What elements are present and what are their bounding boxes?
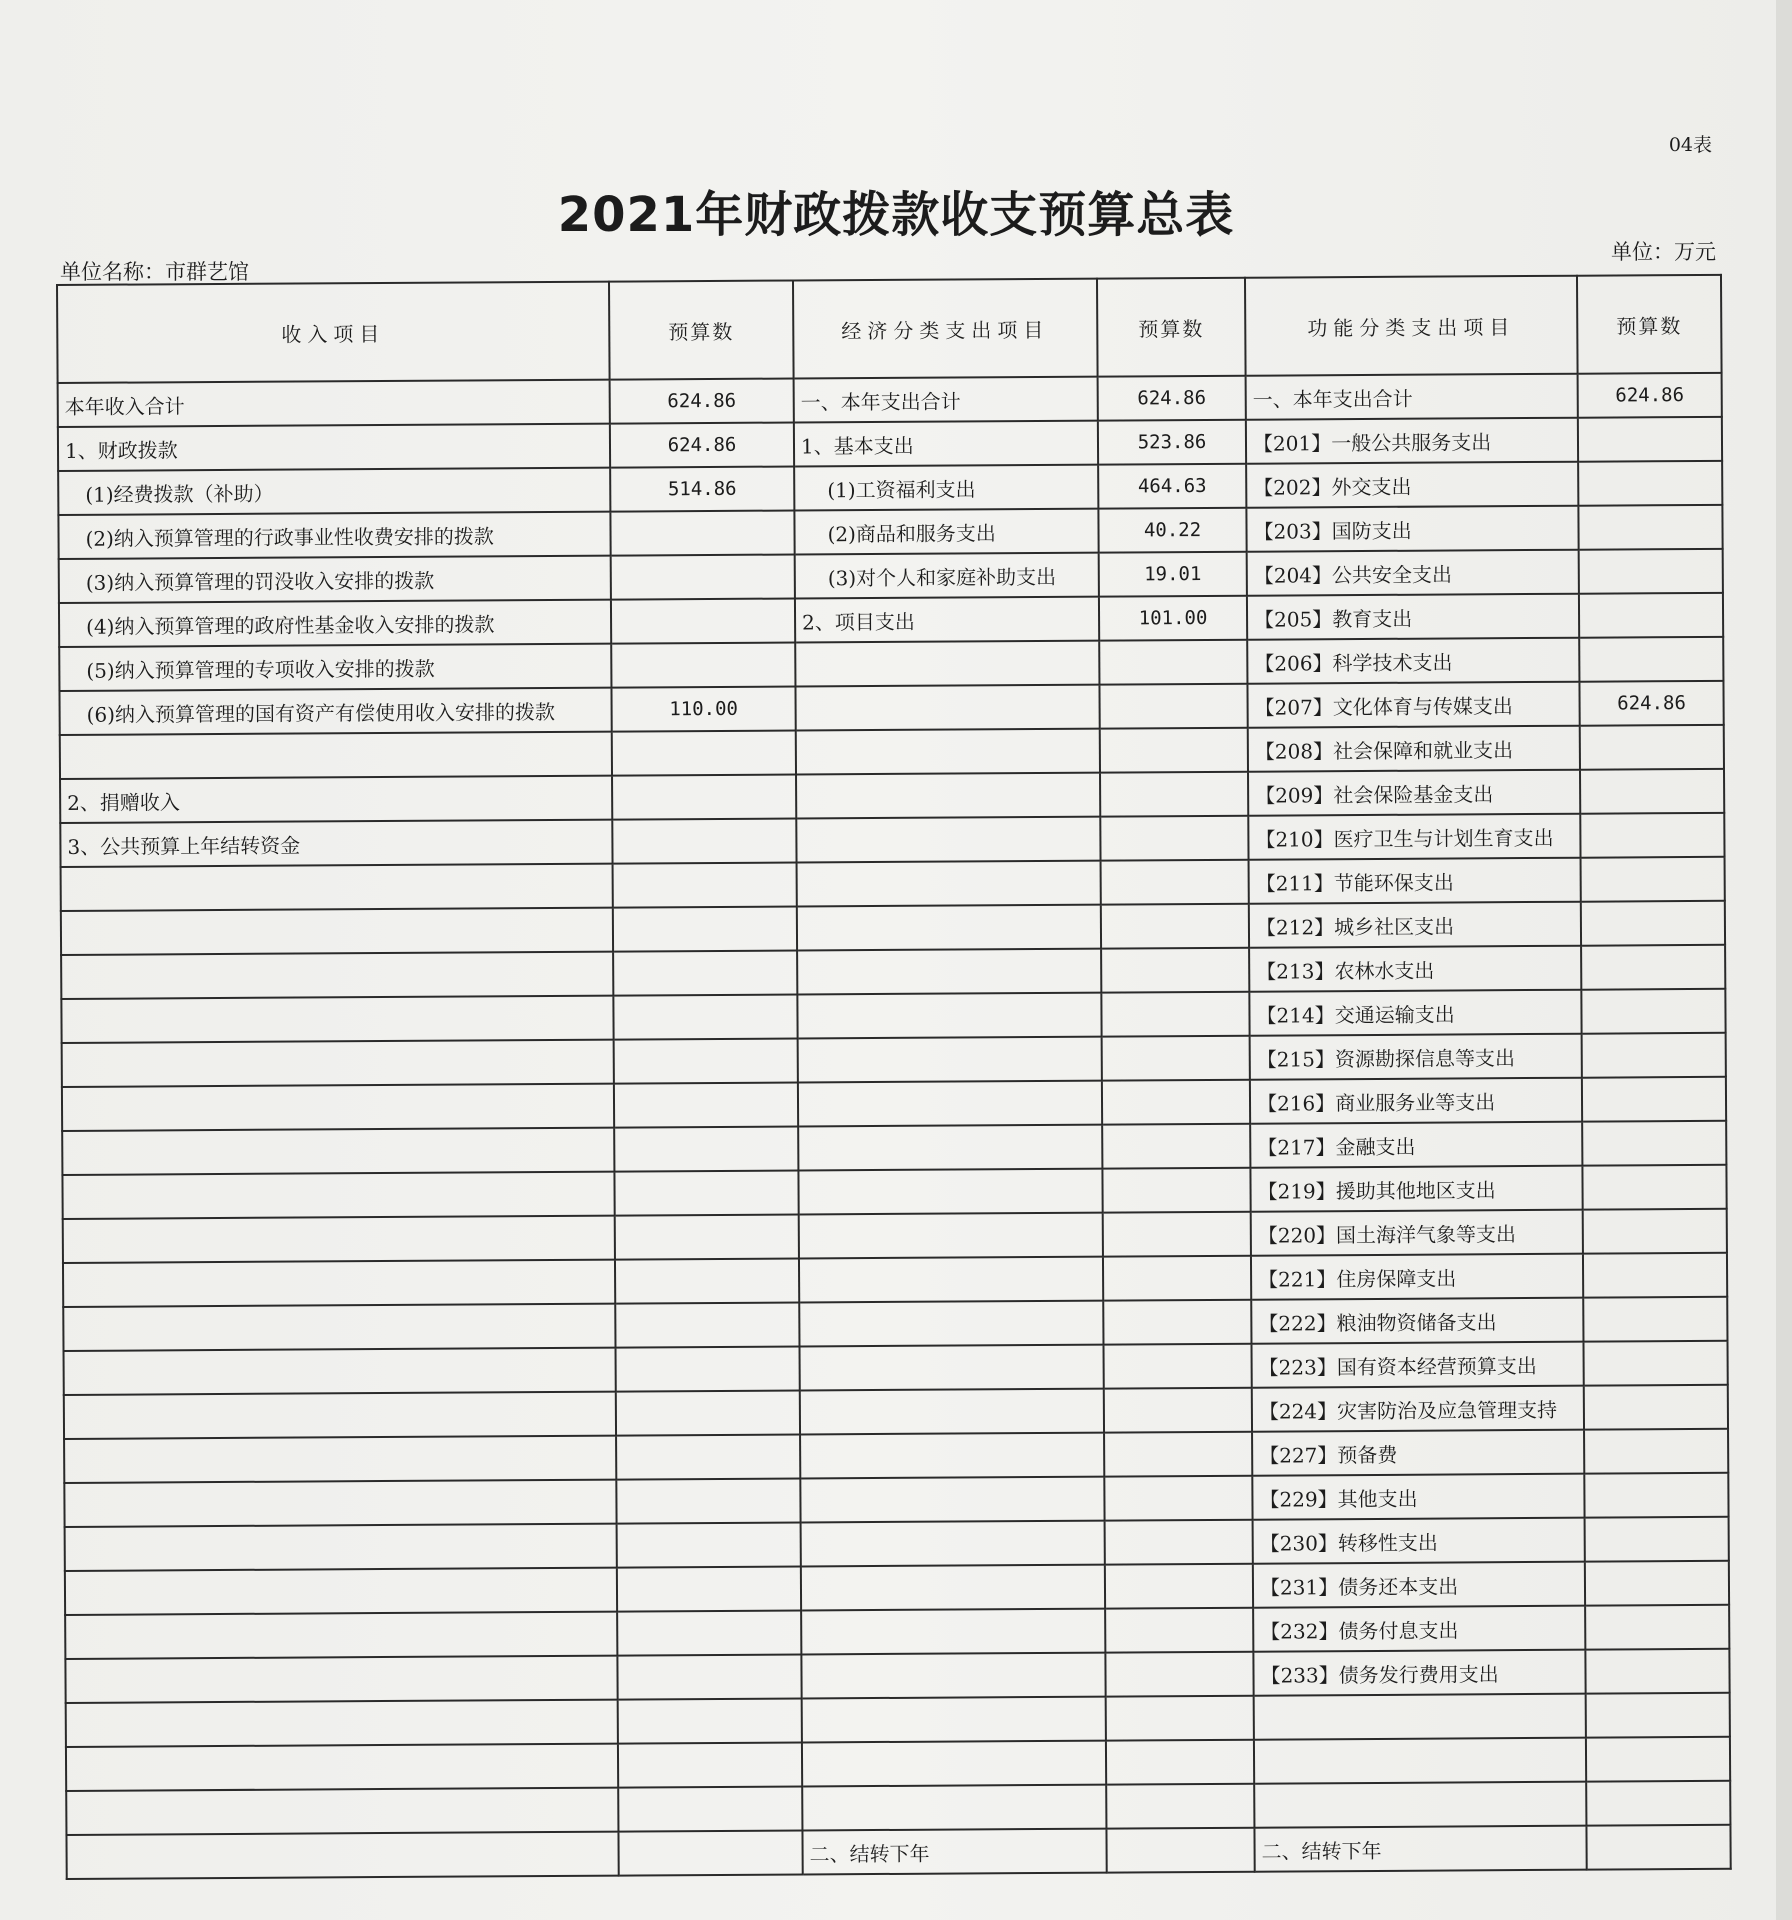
income-amount-cell: [610, 510, 794, 555]
income-amount-cell: [618, 1742, 802, 1787]
econ-cell: [798, 1081, 1102, 1127]
func-amount-cell: [1585, 1561, 1729, 1606]
func-cell: 【229】其他支出: [1252, 1474, 1584, 1520]
econ-cell: [799, 1301, 1103, 1347]
func-amount-cell: [1581, 857, 1725, 902]
econ-cell: [801, 1653, 1105, 1699]
income-cell: [64, 1348, 616, 1395]
econ-amount-cell: [1103, 1212, 1251, 1257]
econ-amount-cell: [1101, 904, 1249, 949]
income-cell: [64, 1480, 616, 1527]
income-amount-cell: [615, 1258, 799, 1303]
header-econ-item: 经济分类支出项目: [793, 279, 1098, 379]
econ-cell: 二、结转下年: [802, 1829, 1106, 1875]
econ-amount-cell: 624.86: [1098, 376, 1246, 421]
func-cell: [1254, 1694, 1586, 1740]
econ-amount-cell: [1101, 948, 1249, 993]
func-amount-cell: [1584, 1429, 1728, 1474]
func-cell: 一、本年支出合计: [1246, 374, 1578, 420]
func-amount-cell: [1586, 1737, 1730, 1782]
income-amount-cell: [613, 950, 797, 995]
func-amount-cell: [1581, 945, 1725, 990]
econ-cell: [798, 1169, 1102, 1215]
func-amount-cell: [1581, 901, 1725, 946]
econ-amount-cell: [1105, 1652, 1253, 1697]
income-amount-cell: [618, 1786, 802, 1831]
econ-cell: (2)商品和服务支出: [794, 509, 1098, 555]
income-amount-cell: 624.86: [610, 422, 794, 467]
income-amount-cell: [612, 730, 796, 775]
income-amount-cell: [611, 598, 795, 643]
econ-cell: 一、本年支出合计: [794, 377, 1098, 423]
income-cell: [64, 1392, 616, 1439]
header-econ-amount: 预算数: [1097, 278, 1246, 377]
income-amount-cell: [611, 554, 795, 599]
econ-cell: [798, 1037, 1102, 1083]
income-amount-cell: [613, 862, 797, 907]
func-amount-cell: [1585, 1605, 1729, 1650]
income-cell: [64, 1436, 616, 1483]
func-cell: 【220】国土海洋气象等支出: [1251, 1210, 1583, 1256]
func-amount-cell: [1585, 1649, 1729, 1694]
func-amount-cell: [1578, 417, 1722, 462]
econ-amount-cell: [1102, 1036, 1250, 1081]
income-amount-cell: [613, 906, 797, 951]
page-title: 2021年财政拨款收支预算总表: [557, 187, 1235, 243]
econ-cell: [798, 1125, 1102, 1171]
func-cell: 【232】债务付息支出: [1253, 1606, 1585, 1652]
econ-cell: [800, 1345, 1104, 1391]
econ-amount-cell: [1100, 728, 1248, 773]
income-amount-cell: [611, 642, 795, 687]
econ-cell: [795, 641, 1099, 687]
econ-cell: [801, 1609, 1105, 1655]
income-cell: [63, 1216, 615, 1263]
econ-cell: [796, 773, 1100, 819]
func-amount-cell: [1583, 1341, 1727, 1386]
econ-cell: [796, 729, 1100, 775]
income-amount-cell: [616, 1434, 800, 1479]
econ-cell: [799, 1257, 1103, 1303]
income-cell: [63, 1260, 615, 1307]
income-cell: [62, 1084, 614, 1131]
income-amount-cell: [617, 1610, 801, 1655]
income-amount-cell: [618, 1830, 802, 1875]
func-cell: 【214】交通运输支出: [1249, 990, 1581, 1036]
income-cell: [65, 1524, 617, 1571]
income-amount-cell: 624.86: [610, 378, 794, 423]
func-cell: 【208】社会保障和就业支出: [1248, 726, 1580, 772]
func-amount-cell: [1580, 769, 1724, 814]
func-amount-cell: [1586, 1781, 1730, 1826]
income-cell: [66, 1700, 618, 1747]
econ-amount-cell: [1104, 1388, 1252, 1433]
income-amount-cell: [614, 1082, 798, 1127]
table-body: [58, 373, 1731, 1879]
income-amount-cell: [614, 1126, 798, 1171]
income-amount-cell: [613, 994, 797, 1039]
budget-table: [56, 274, 1732, 1880]
func-cell: 【209】社会保险基金支出: [1248, 770, 1580, 816]
econ-amount-cell: [1105, 1520, 1253, 1565]
econ-amount-cell: [1102, 1080, 1250, 1125]
income-cell: 2、捐赠收入: [60, 776, 612, 823]
econ-amount-cell: [1103, 1300, 1251, 1345]
func-cell: 【221】住房保障支出: [1251, 1254, 1583, 1300]
func-cell: 【223】国有资本经营预算支出: [1251, 1342, 1583, 1388]
income-cell: [61, 908, 613, 955]
econ-amount-cell: [1100, 816, 1248, 861]
header-func-amount: 预算数: [1577, 275, 1722, 374]
econ-amount-cell: [1099, 640, 1247, 685]
func-cell: 【201】一般公共服务支出: [1246, 418, 1578, 464]
income-cell: [61, 952, 613, 999]
econ-cell: [802, 1697, 1106, 1743]
func-cell: 【205】教育支出: [1247, 594, 1579, 640]
func-amount-cell: [1582, 1033, 1726, 1078]
func-amount-cell: [1578, 461, 1722, 506]
income-cell: [63, 1304, 615, 1351]
econ-cell: [802, 1741, 1106, 1787]
func-cell: [1254, 1738, 1586, 1784]
econ-amount-cell: [1106, 1784, 1254, 1829]
header-income-item: 收入项目: [57, 282, 610, 383]
econ-amount-cell: [1106, 1828, 1254, 1873]
header-func-item: 功能分类支出项目: [1245, 276, 1578, 376]
econ-amount-cell: [1105, 1608, 1253, 1653]
income-cell: [60, 732, 612, 779]
income-cell: 本年收入合计: [58, 380, 610, 427]
econ-cell: (3)对个人和家庭补助支出: [795, 553, 1099, 599]
econ-amount-cell: [1101, 992, 1249, 1037]
income-cell: (6)纳入预算管理的国有资产有偿使用收入安排的拨款: [59, 688, 611, 735]
func-amount-cell: [1585, 1517, 1729, 1562]
income-amount-cell: [615, 1214, 799, 1259]
func-cell: 【213】农林水支出: [1249, 946, 1581, 992]
econ-amount-cell: [1100, 772, 1248, 817]
func-cell: 【227】预备费: [1252, 1430, 1584, 1476]
func-amount-cell: [1584, 1473, 1728, 1518]
income-amount-cell: [617, 1566, 801, 1611]
econ-cell: [801, 1521, 1105, 1567]
income-amount-cell: 110.00: [611, 686, 795, 731]
econ-cell: [797, 905, 1101, 951]
func-amount-cell: [1583, 1209, 1727, 1254]
econ-amount-cell: [1102, 1168, 1250, 1213]
income-cell: (5)纳入预算管理的专项收入安排的拨款: [59, 644, 611, 691]
func-amount-cell: [1578, 505, 1722, 550]
econ-amount-cell: 19.01: [1099, 552, 1247, 597]
func-amount-cell: [1584, 1385, 1728, 1430]
income-amount-cell: [617, 1522, 801, 1567]
func-amount-cell: 624.86: [1579, 681, 1723, 726]
func-amount-cell: [1579, 637, 1723, 682]
econ-amount-cell: 40.22: [1098, 508, 1246, 553]
econ-cell: [797, 861, 1101, 907]
income-cell: 3、公共预算上年结转资金: [60, 820, 612, 867]
func-amount-cell: [1586, 1693, 1730, 1738]
income-cell: [65, 1656, 617, 1703]
currency-unit-label: 单位：万元: [1611, 240, 1716, 264]
func-amount-cell: [1579, 593, 1723, 638]
func-amount-cell: [1582, 1165, 1726, 1210]
income-cell: (1)经费拨款（补助）: [58, 468, 610, 515]
econ-amount-cell: [1104, 1476, 1252, 1521]
func-cell: 【231】债务还本支出: [1253, 1562, 1585, 1608]
econ-cell: (1)工资福利支出: [794, 465, 1098, 511]
func-cell: 【204】公共安全支出: [1247, 550, 1579, 596]
func-cell: 【230】转移性支出: [1253, 1518, 1585, 1564]
form-number: 04表: [1668, 134, 1712, 156]
func-cell: 【222】粮油物资储备支出: [1251, 1298, 1583, 1344]
func-amount-cell: [1581, 989, 1725, 1034]
func-amount-cell: [1586, 1825, 1730, 1870]
income-cell: [61, 864, 613, 911]
econ-cell: [800, 1477, 1104, 1523]
income-amount-cell: [616, 1346, 800, 1391]
income-amount-cell: [614, 1038, 798, 1083]
income-cell: 1、财政拨款: [58, 424, 610, 471]
income-cell: [62, 1040, 614, 1087]
func-amount-cell: [1580, 725, 1724, 770]
income-amount-cell: [614, 1170, 798, 1215]
econ-amount-cell: [1106, 1696, 1254, 1741]
func-amount-cell: [1583, 1297, 1727, 1342]
econ-amount-cell: [1105, 1564, 1253, 1609]
unit-name-label: 单位名称：市群艺馆: [60, 260, 249, 284]
econ-cell: [797, 993, 1101, 1039]
econ-cell: 2、项目支出: [795, 597, 1099, 643]
econ-amount-cell: [1104, 1432, 1252, 1477]
func-cell: 【233】债务发行费用支出: [1253, 1650, 1585, 1696]
econ-amount-cell: [1101, 860, 1249, 905]
income-cell: [66, 1744, 618, 1791]
func-amount-cell: [1583, 1253, 1727, 1298]
econ-cell: [799, 1213, 1103, 1259]
econ-amount-cell: [1102, 1124, 1250, 1169]
income-amount-cell: [612, 818, 796, 863]
econ-amount-cell: [1103, 1344, 1251, 1389]
econ-amount-cell: 101.00: [1099, 596, 1247, 641]
econ-amount-cell: 464.63: [1098, 464, 1246, 509]
header-row: [57, 275, 1722, 383]
func-amount-cell: [1582, 1077, 1726, 1122]
func-amount-cell: 624.86: [1578, 373, 1722, 418]
func-cell: 【212】城乡社区支出: [1249, 902, 1581, 948]
func-cell: 【216】商业服务业等支出: [1250, 1078, 1582, 1124]
func-cell: 【215】资源勘探信息等支出: [1250, 1034, 1582, 1080]
func-amount-cell: [1582, 1121, 1726, 1166]
func-cell: 【224】灾害防治及应急管理支持: [1252, 1386, 1584, 1432]
income-amount-cell: [618, 1698, 802, 1743]
income-amount-cell: [615, 1302, 799, 1347]
func-cell: 【211】节能环保支出: [1249, 858, 1581, 904]
income-amount-cell: [616, 1390, 800, 1435]
income-cell: [61, 996, 613, 1043]
income-cell: (4)纳入预算管理的政府性基金收入安排的拨款: [59, 600, 611, 647]
income-cell: (2)纳入预算管理的行政事业性收费安排的拨款: [58, 512, 610, 559]
func-cell: 【202】外交支出: [1246, 462, 1578, 508]
income-cell: [66, 1788, 618, 1835]
income-cell: [65, 1612, 617, 1659]
econ-cell: [797, 949, 1101, 995]
func-cell: 【206】科学技术支出: [1247, 638, 1579, 684]
econ-amount-cell: [1099, 684, 1247, 729]
page-edge: [1776, 0, 1792, 1920]
income-cell: [62, 1172, 614, 1219]
income-cell: (3)纳入预算管理的罚没收入安排的拨款: [59, 556, 611, 603]
table-row: [66, 1825, 1730, 1879]
income-amount-cell: [616, 1478, 800, 1523]
income-amount-cell: [612, 774, 796, 819]
header-income-amount: 预算数: [609, 280, 794, 379]
econ-cell: [796, 817, 1100, 863]
func-cell: [1254, 1782, 1586, 1828]
income-cell: [62, 1128, 614, 1175]
income-amount-cell: 514.86: [610, 466, 794, 511]
econ-amount-cell: 523.86: [1098, 420, 1246, 465]
econ-cell: [801, 1565, 1105, 1611]
func-cell: 【219】援助其他地区支出: [1250, 1166, 1582, 1212]
econ-amount-cell: [1106, 1740, 1254, 1785]
func-cell: 【210】医疗卫生与计划生育支出: [1248, 814, 1580, 860]
econ-cell: [800, 1433, 1104, 1479]
econ-amount-cell: [1103, 1256, 1251, 1301]
func-amount-cell: [1580, 813, 1724, 858]
func-cell: 【207】文化体育与传媒支出: [1247, 682, 1579, 728]
income-cell: [65, 1568, 617, 1615]
func-cell: 【203】国防支出: [1246, 506, 1578, 552]
econ-cell: [800, 1389, 1104, 1435]
income-cell: [66, 1832, 618, 1879]
func-amount-cell: [1579, 549, 1723, 594]
income-amount-cell: [617, 1654, 801, 1699]
func-cell: 【217】金融支出: [1250, 1122, 1582, 1168]
econ-cell: 1、基本支出: [794, 421, 1098, 467]
econ-cell: [795, 685, 1099, 731]
func-cell: 二、结转下年: [1254, 1826, 1586, 1872]
econ-cell: [802, 1785, 1106, 1831]
